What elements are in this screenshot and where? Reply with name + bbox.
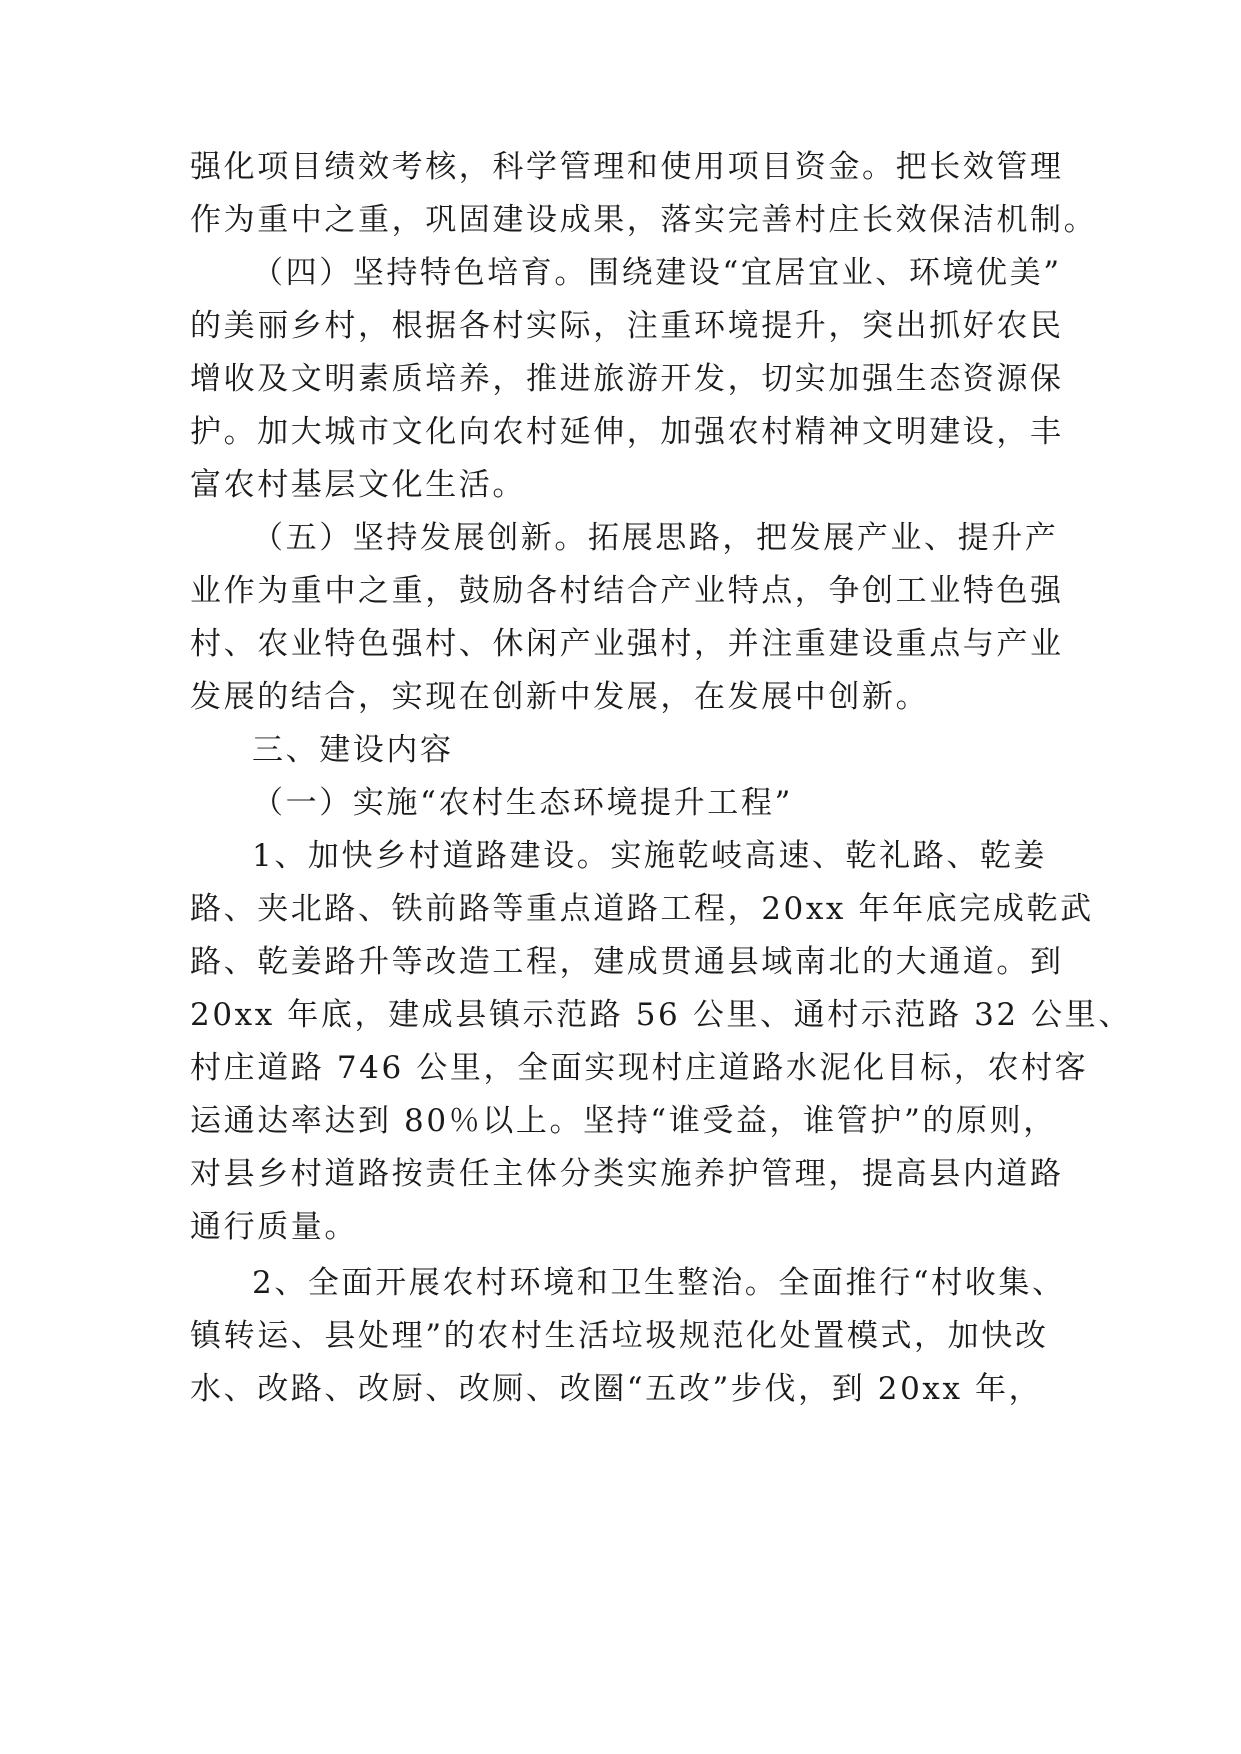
- text-line: 作为重中之重，巩固建设成果，落实完善村庄长效保洁机制。: [190, 202, 1098, 238]
- text-line: 运通达率达到 80％以上。坚持“谁受益，谁管护”的原则，: [190, 1103, 1057, 1139]
- text-line: 增收及文明素质培养，推进旅游开发，切实加强生态资源保: [190, 361, 1064, 397]
- text-line: 镇转运、县处理”的农村生活垃圾规范化处置模式，加快改: [190, 1318, 1049, 1354]
- text-line: 发展的结合，实现在创新中发展，在发展中创新。: [190, 679, 930, 715]
- item-heading: 1、加快乡村道路建设。实施乾岐高速、乾礼路、乾姜: [252, 838, 1048, 874]
- text-line: 路、乾姜路升等改造工程，建成贯通县域南北的大通道。到: [190, 944, 1064, 980]
- item-heading: 2、全面开展农村环境和卫生整治。全面推行“村收集、: [252, 1265, 1066, 1301]
- section-heading: （四）坚持特色培育。围绕建设“宜居宜业、环境优美”: [252, 255, 1062, 291]
- subsection-heading: （一）实施“农村生态环境提升工程”: [252, 785, 793, 821]
- text-line: 水、改路、改厨、改厕、改圈“五改”步伐，到 20xx 年，: [190, 1371, 1043, 1407]
- text-line: 村、农业特色强村、休闲产业强村，并注重建设重点与产业: [190, 626, 1064, 662]
- text-line: 护。加大城市文化向农村延伸，加强农村精神文明建设，丰: [190, 414, 1064, 450]
- text-line: 路、夹北路、铁前路等重点道路工程，20xx 年年底完成乾武: [190, 891, 1094, 927]
- text-line: 村庄道路 746 公里，全面实现村庄道路水泥化目标，农村客: [190, 1050, 1089, 1086]
- text-line: 20xx 年底，建成县镇示范路 56 公里、通村示范路 32 公里、: [190, 997, 1132, 1033]
- text-line: 富农村基层文化生活。: [190, 467, 526, 503]
- chapter-heading: 三、建设内容: [252, 732, 454, 768]
- section-heading: （五）坚持发展创新。拓展思路，把发展产业、提升产: [252, 520, 1059, 556]
- text-line: 通行质量。: [190, 1209, 358, 1245]
- text-line: 的美丽乡村，根据各村实际，注重环境提升，突出抓好农民: [190, 308, 1064, 344]
- text-line: 对县乡村道路按责任主体分类实施养护管理，提高县内道路: [190, 1156, 1064, 1192]
- text-line: 强化项目绩效考核，科学管理和使用项目资金。把长效管理: [190, 149, 1064, 185]
- text-line: 业作为重中之重，鼓励各村结合产业特点，争创工业特色强: [190, 573, 1064, 609]
